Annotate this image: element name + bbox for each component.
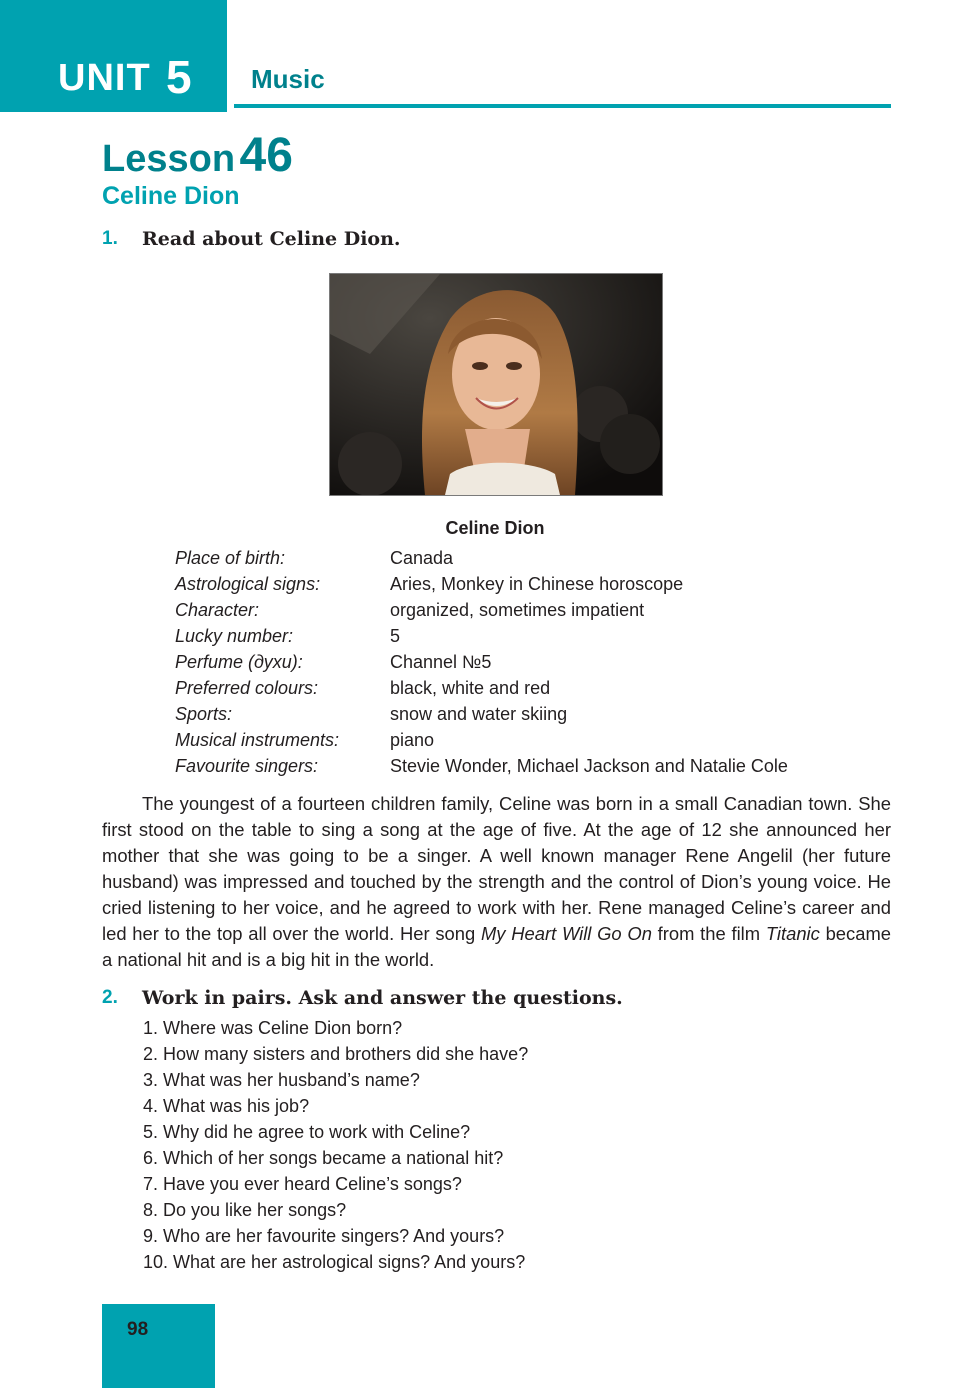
- profile-label: Place of birth:: [175, 548, 286, 568]
- question-item: 3. What was her husband’s name?: [143, 1070, 420, 1090]
- profile-label: Preferred colours:: [175, 678, 319, 698]
- profile-value: Aries, Monkey in Chinese horoscope: [390, 574, 684, 594]
- question-item: 2. How many sisters and brothers did she have?: [143, 1044, 529, 1064]
- question-item: 8. Do you like her songs?: [143, 1200, 347, 1220]
- question-item: 7. Have you ever heard Celine’s songs?: [143, 1174, 462, 1194]
- profile-label: Character:: [175, 600, 260, 620]
- unit-title: Music: [251, 64, 325, 94]
- paragraph-text-3: became a national hit and is a big hit in the world.: [102, 923, 892, 970]
- profile-value: Canada: [390, 548, 454, 568]
- unit-banner: [0, 0, 227, 112]
- profile-label: Perfume (духи):: [175, 652, 303, 672]
- film-title: Titanic: [765, 923, 820, 944]
- lesson-subtitle: Celine Dion: [102, 182, 240, 210]
- profile-row: [175, 598, 875, 624]
- profile-value: Channel №5: [390, 652, 492, 672]
- question-item: 6. Which of her songs became a national hit?: [143, 1148, 504, 1168]
- unit-label: UNIT: [58, 57, 151, 99]
- question-item: 4. What was his job?: [143, 1096, 310, 1116]
- profile-label: Sports:: [175, 704, 233, 724]
- profile-row: [175, 702, 875, 728]
- page-number: 98: [127, 1319, 149, 1340]
- paragraph-text-1: The youngest of a fourteen children family, Celine was born in a small Canadian town. She first stood on the table to sing a song at the age of five. At the age of 12 she announced her mother that she was going to be a singer. A well known manager Rene Angelil (her future husband) was impressed and touched by the strength and the control of Dion’s young voice. He cried listening to her voice, and he agreed to work with her. Rene managed Celine’s career and led her to the top all over the world. Her song: [102, 793, 891, 944]
- profile-value: piano: [390, 730, 435, 750]
- profile-label: Lucky number:: [175, 626, 294, 646]
- profile-row: [175, 546, 875, 572]
- task-2-number: 2.: [102, 987, 118, 1008]
- profile-label: Astrological signs:: [175, 574, 321, 594]
- profile-label: Favourite singers:: [175, 756, 319, 776]
- profile-value: 5: [390, 626, 401, 646]
- lesson-label: Lesson: [102, 138, 236, 180]
- question-item: 5. Why did he agree to work with Celine?: [143, 1122, 471, 1142]
- profile-row: [175, 650, 875, 676]
- celine-dion-photo: [329, 273, 663, 496]
- profile-row: [175, 624, 875, 650]
- header-divider: [234, 104, 891, 108]
- profile-value: Stevie Wonder, Michael Jackson and Natalie Cole: [390, 756, 788, 776]
- question-item: 1. Where was Celine Dion born?: [143, 1018, 403, 1038]
- song-title: My Heart Will Go On: [480, 923, 652, 944]
- profile-row: [175, 728, 875, 754]
- portrait-icon: [330, 274, 662, 495]
- paragraph-text-2: from the film: [651, 923, 766, 944]
- profile-row: [175, 676, 875, 702]
- page-number-box: [102, 1304, 215, 1388]
- lesson-heading: [102, 128, 293, 183]
- question-item: 10. What are her astrological signs? And yours?: [143, 1252, 526, 1272]
- question-list: [143, 1016, 843, 1276]
- lesson-number: 46: [239, 129, 293, 182]
- profile-value: snow and water skiing: [390, 704, 568, 724]
- profile-row: [175, 572, 875, 598]
- task-1-number: 1.: [102, 228, 118, 249]
- unit-number: 5: [166, 51, 192, 103]
- profile-table: [175, 546, 875, 780]
- profile-value: black, white and red: [390, 678, 551, 698]
- task-2-instruction: Work in pairs. Ask and answer the questions.: [142, 987, 623, 1009]
- question-item: 9. Who are her favourite singers? And yours?: [143, 1226, 505, 1246]
- task-1-instruction: Read about Celine Dion.: [142, 228, 401, 250]
- profile-label: Musical instruments:: [175, 730, 340, 750]
- profile-value: organized, sometimes impatient: [390, 600, 645, 620]
- profile-title: Celine Dion: [445, 518, 545, 538]
- profile-row: [175, 754, 875, 780]
- reading-paragraph: [102, 791, 891, 973]
